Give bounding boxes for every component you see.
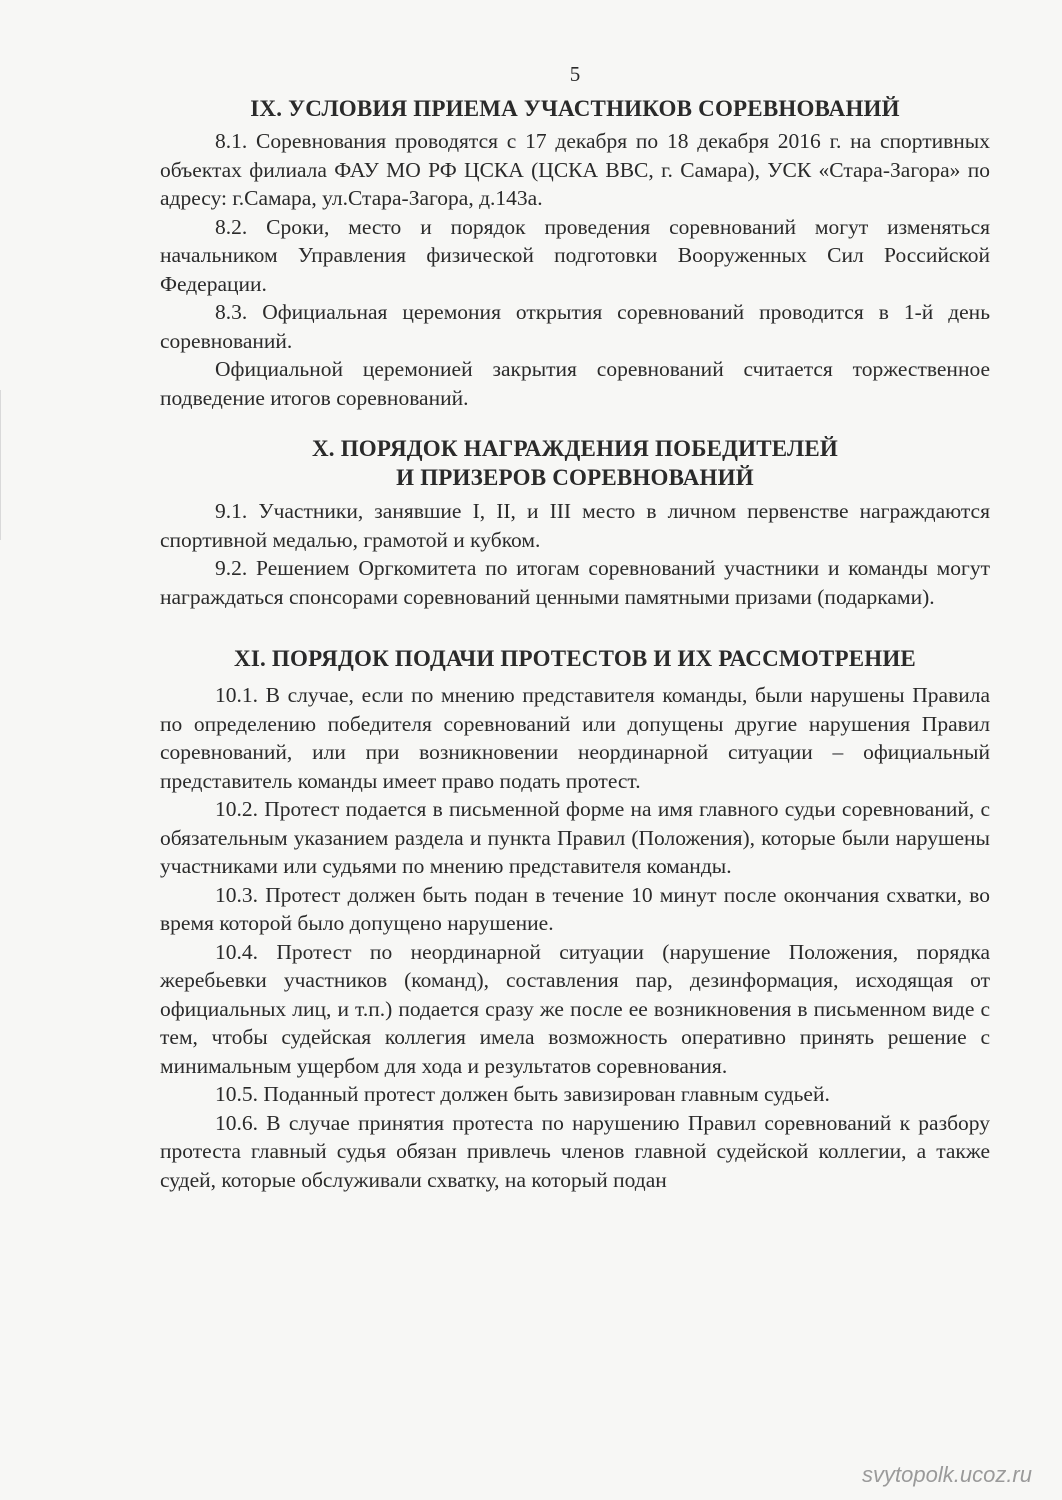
- paragraph-8-3: 8.3. Официальная церемония открытия соревнований проводится в 1-й день соревнований.: [160, 300, 990, 353]
- scan-margin-marks: [0, 390, 7, 540]
- paragraph-10-5: 10.5. Поданный протест должен быть завизирован главным судьей.: [215, 1082, 830, 1106]
- section-x-title-line-2: И ПРИЗЕРОВ СОРЕВНОВАНИЙ: [396, 465, 754, 490]
- section-xi: [160, 644, 990, 1194]
- paragraph-10-3: 10.3. Протест должен быть подан в течение 10 минут после окончания схватки, во время которой было допущено нарушение.: [160, 882, 990, 935]
- paragraph-8-2: 8.2. Сроки, место и порядок проведения соревнований могут изменяться начальником Управления физической подготовки Вооруженных Сил Российской Федерации.: [160, 214, 990, 296]
- paragraph-9-2: 9.2. Решением Оргкомитета по итогам соревнований участники и команды могут награждаться спонсорами соревнований ценными памятными призами (подарками).: [160, 556, 990, 609]
- section-x-title: [160, 434, 990, 492]
- paragraph-9-1: 9.1. Участники, занявшие I, II, и III место в личном первенстве награждаются спортивной медалью, грамотой и кубком.: [160, 499, 990, 552]
- page-number: 5: [569, 62, 581, 86]
- paragraph-10-4: 10.4. Протест по неординарной ситуации (нарушение Положения, порядка жеребьевки участников (команд), составления пар, дезинформация, исходящая от официальных лиц, и т.п.) подается сразу же после ее возникновения в письменном виде с тем, чтобы судейская коллегия имела возможность оперативно принять решение с минимальным ущербом для хода и результатов соревнования.: [160, 939, 990, 1078]
- paragraph-8-3-closing: Официальной церемонией закрытия соревнований считается торжественное подведение итогов соревнований.: [160, 357, 990, 410]
- section-ix-title: IX. УСЛОВИЯ ПРИЕМА УЧАСТНИКОВ СОРЕВНОВАНИЙ: [250, 96, 900, 121]
- section-xi-title: XI. ПОРЯДОК ПОДАЧИ ПРОТЕСТОВ И ИХ РАССМОТРЕНИЕ: [234, 646, 916, 671]
- paragraph-8-1: 8.1. Соревнования проводятся с 17 декабря по 18 декабря 2016 г. на спортивных объектах филиала ФАУ МО РФ ЦСКА (ЦСКА ВВС, г. Самара), УСК «Стара-Загора» по адресу: г.Самара, ул.Стара-Загора, д.143а.: [160, 129, 990, 210]
- paragraph-10-6: 10.6. В случае принятия протеста по нарушению Правил соревнований к разбору протеста главный судья обязан привлечь членов главной судейской коллегии, а также судей, которые обслуживали схватку, на который подан: [160, 1110, 990, 1192]
- section-ix: [160, 94, 990, 412]
- site-watermark: svytopolk.ucoz.ru: [862, 1462, 1032, 1487]
- paragraph-10-2: 10.2. Протест подается в письменной форме на имя главного судьи соревнований, с обязательным указанием раздела и пункта Правил (Положения), которые были нарушены участниками или судьями по мнению представителя команды.: [160, 797, 990, 878]
- section-x: [160, 434, 990, 611]
- section-x-title-line-1: X. ПОРЯДОК НАГРАЖДЕНИЯ ПОБЕДИТЕЛЕЙ: [311, 436, 839, 461]
- paragraph-10-1: 10.1. В случае, если по мнению представителя команды, были нарушены Правила по определению победителя соревнований или допущены другие нарушения Правил соревнований, или при возникновении неординарной ситуации – официальный представитель команды имеет право подать протест.: [160, 683, 990, 793]
- document-page: [160, 62, 990, 1204]
